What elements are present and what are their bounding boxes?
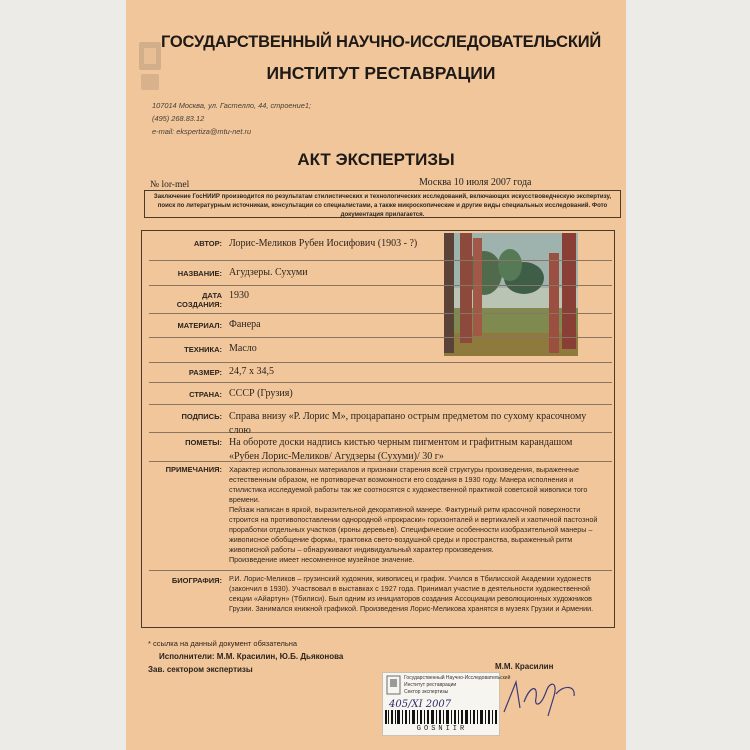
row-divider xyxy=(149,382,612,383)
institute-name-line2: ИНСТИТУТ РЕСТАВРАЦИИ xyxy=(266,63,496,83)
verification-sticker xyxy=(382,672,511,736)
row-divider xyxy=(149,570,612,571)
title-label: НАЗВАНИЕ: xyxy=(177,269,222,278)
size-value: 24,7 х 34,5 xyxy=(229,366,274,377)
notes-label: ПРИМЕЧАНИЯ: xyxy=(165,465,222,474)
act-number: № lor-mel xyxy=(150,180,190,190)
executors: Исполнители: М.М. Красилин, Ю.Б. Дьяконова xyxy=(159,652,344,661)
row-divider xyxy=(149,362,612,363)
technique-value: Масло xyxy=(229,343,257,354)
country-label: СТРАНА: xyxy=(189,390,222,399)
notes-paragraph-1: Характер использованных материалов и признаки старения всей структуры произведения, выраженные естественным образом, не противоречат возможности его создания в 1930 году. Манера исполнения и стилистика исследуемой работы так же соотносятся с художественной практикой советской живописи того времени. xyxy=(229,465,588,504)
country-value: СССР (Грузия) xyxy=(229,388,293,399)
sticker-logo-icon xyxy=(386,675,401,695)
sticker-code: GOSNIIR xyxy=(416,725,468,733)
sticker-line2: Институт реставрации xyxy=(404,682,457,688)
sticker-handwritten-number: 405/ХI 2007 xyxy=(389,699,452,710)
barcode xyxy=(385,710,497,724)
size-label: РАЗМЕР: xyxy=(188,368,222,377)
bio-label: БИОГРАФИЯ: xyxy=(171,576,222,585)
date-value: 1930 xyxy=(229,290,249,301)
sticker-line3: Сектор экспертизы xyxy=(404,689,449,695)
material-value: Фанера xyxy=(229,319,261,330)
notes-paragraph-2: Пейзаж написан в яркой, выразительной декоративной манере. Фактурный ритм красочной поверхности строится на противопоставлении однородной «прокраски» горизонталей и вертикалей и хаотичной пастозной проработки отдельных участков (кроны деревьев). Специфические особенности изобразительной манеры – живописное обобщение формы, трактовка свето-воздушной среды и пространства, выраженный ритм живописной работы – обнаруживают индивидуальный характер произведения. xyxy=(229,505,598,554)
row-divider xyxy=(149,285,612,286)
handwritten-signature xyxy=(498,672,598,720)
date-label: ДАТА СОЗДАНИЯ: xyxy=(176,291,222,309)
sector-head-title: Зав. сектором экспертизы xyxy=(148,665,253,674)
row-divider xyxy=(149,404,612,405)
title-value: Агудзеры. Сухуми xyxy=(229,267,308,278)
bio-value: Р.И. Лорис-Меликов – грузинский художник, живописец и график. Учился в Тбилисской Академии художеств (закончил в 1930). Участвовал в выставках с 1927 года. Принимал участие в деятельности художественной секции «Айартун» (Тбилиси). Был одним из инициаторов создания Ассоциации революционных художников Грузии. Занимался книжной графикой. Произведения Лорис-Меликова хранятся в музеях Грузии и Армении. xyxy=(229,574,594,613)
author-value: Лорис-Меликов Рубен Иосифович (1903 - ?) xyxy=(229,238,418,249)
sector-head-name: М.М. Красилин xyxy=(495,662,554,671)
marks-value: На обороте доски надпись кистью черным пигментом и графитным карандашом «Рубен Лорис-Меликов/ Агудзеры (Сухуми)/ 30 г» xyxy=(229,437,573,462)
material-label: МАТЕРИАЛ: xyxy=(177,321,222,330)
marks-label: ПОМЕТЫ: xyxy=(185,438,222,447)
row-divider xyxy=(149,337,612,338)
institute-address-block xyxy=(152,99,311,138)
author-label: АВТОР: xyxy=(193,239,222,248)
document-page xyxy=(126,0,626,750)
signature-value: Справа внизу «Р. Лорис М», процарапано острым предметом по сухому красочному слою xyxy=(229,411,587,436)
technique-label: ТЕХНИКА: xyxy=(184,345,222,354)
email: e-mail: ekspertiza@mtu-net.ru xyxy=(152,127,252,136)
act-date: Москва 10 июля 2007 года xyxy=(419,177,532,188)
notes-value xyxy=(229,465,607,565)
phone: (495) 268.83.12 xyxy=(152,114,205,123)
conclusion-box: Заключение ГосНИИР производится по результатам стилистических и технологических исследований, включающих искусствоведческую экспертизу, поиск по литературным источникам, консультации со специалистами, а также микроскопические и другие виды специальных исследований. Фото документация прилагается. xyxy=(144,190,621,218)
address: 107014 Москва, ул. Гастелло, 44, строение1; xyxy=(152,101,311,110)
reference-note: * ссылка на данный документ обязательна xyxy=(148,639,298,648)
sticker-line1: Государственный Научно-Исследовательский xyxy=(404,675,511,681)
institute-name-line1: ГОСУДАРСТВЕННЫЙ НАУЧНО-ИССЛЕДОВАТЕЛЬСКИЙ xyxy=(160,33,602,51)
row-divider xyxy=(149,260,612,261)
signature-label: ПОДПИСЬ: xyxy=(181,412,222,421)
act-title: АКТ ЭКСПЕРТИЗЫ xyxy=(297,150,455,169)
row-divider xyxy=(149,313,612,314)
notes-paragraph-3: Произведение имеет несомненное музейное значение. xyxy=(229,555,415,564)
